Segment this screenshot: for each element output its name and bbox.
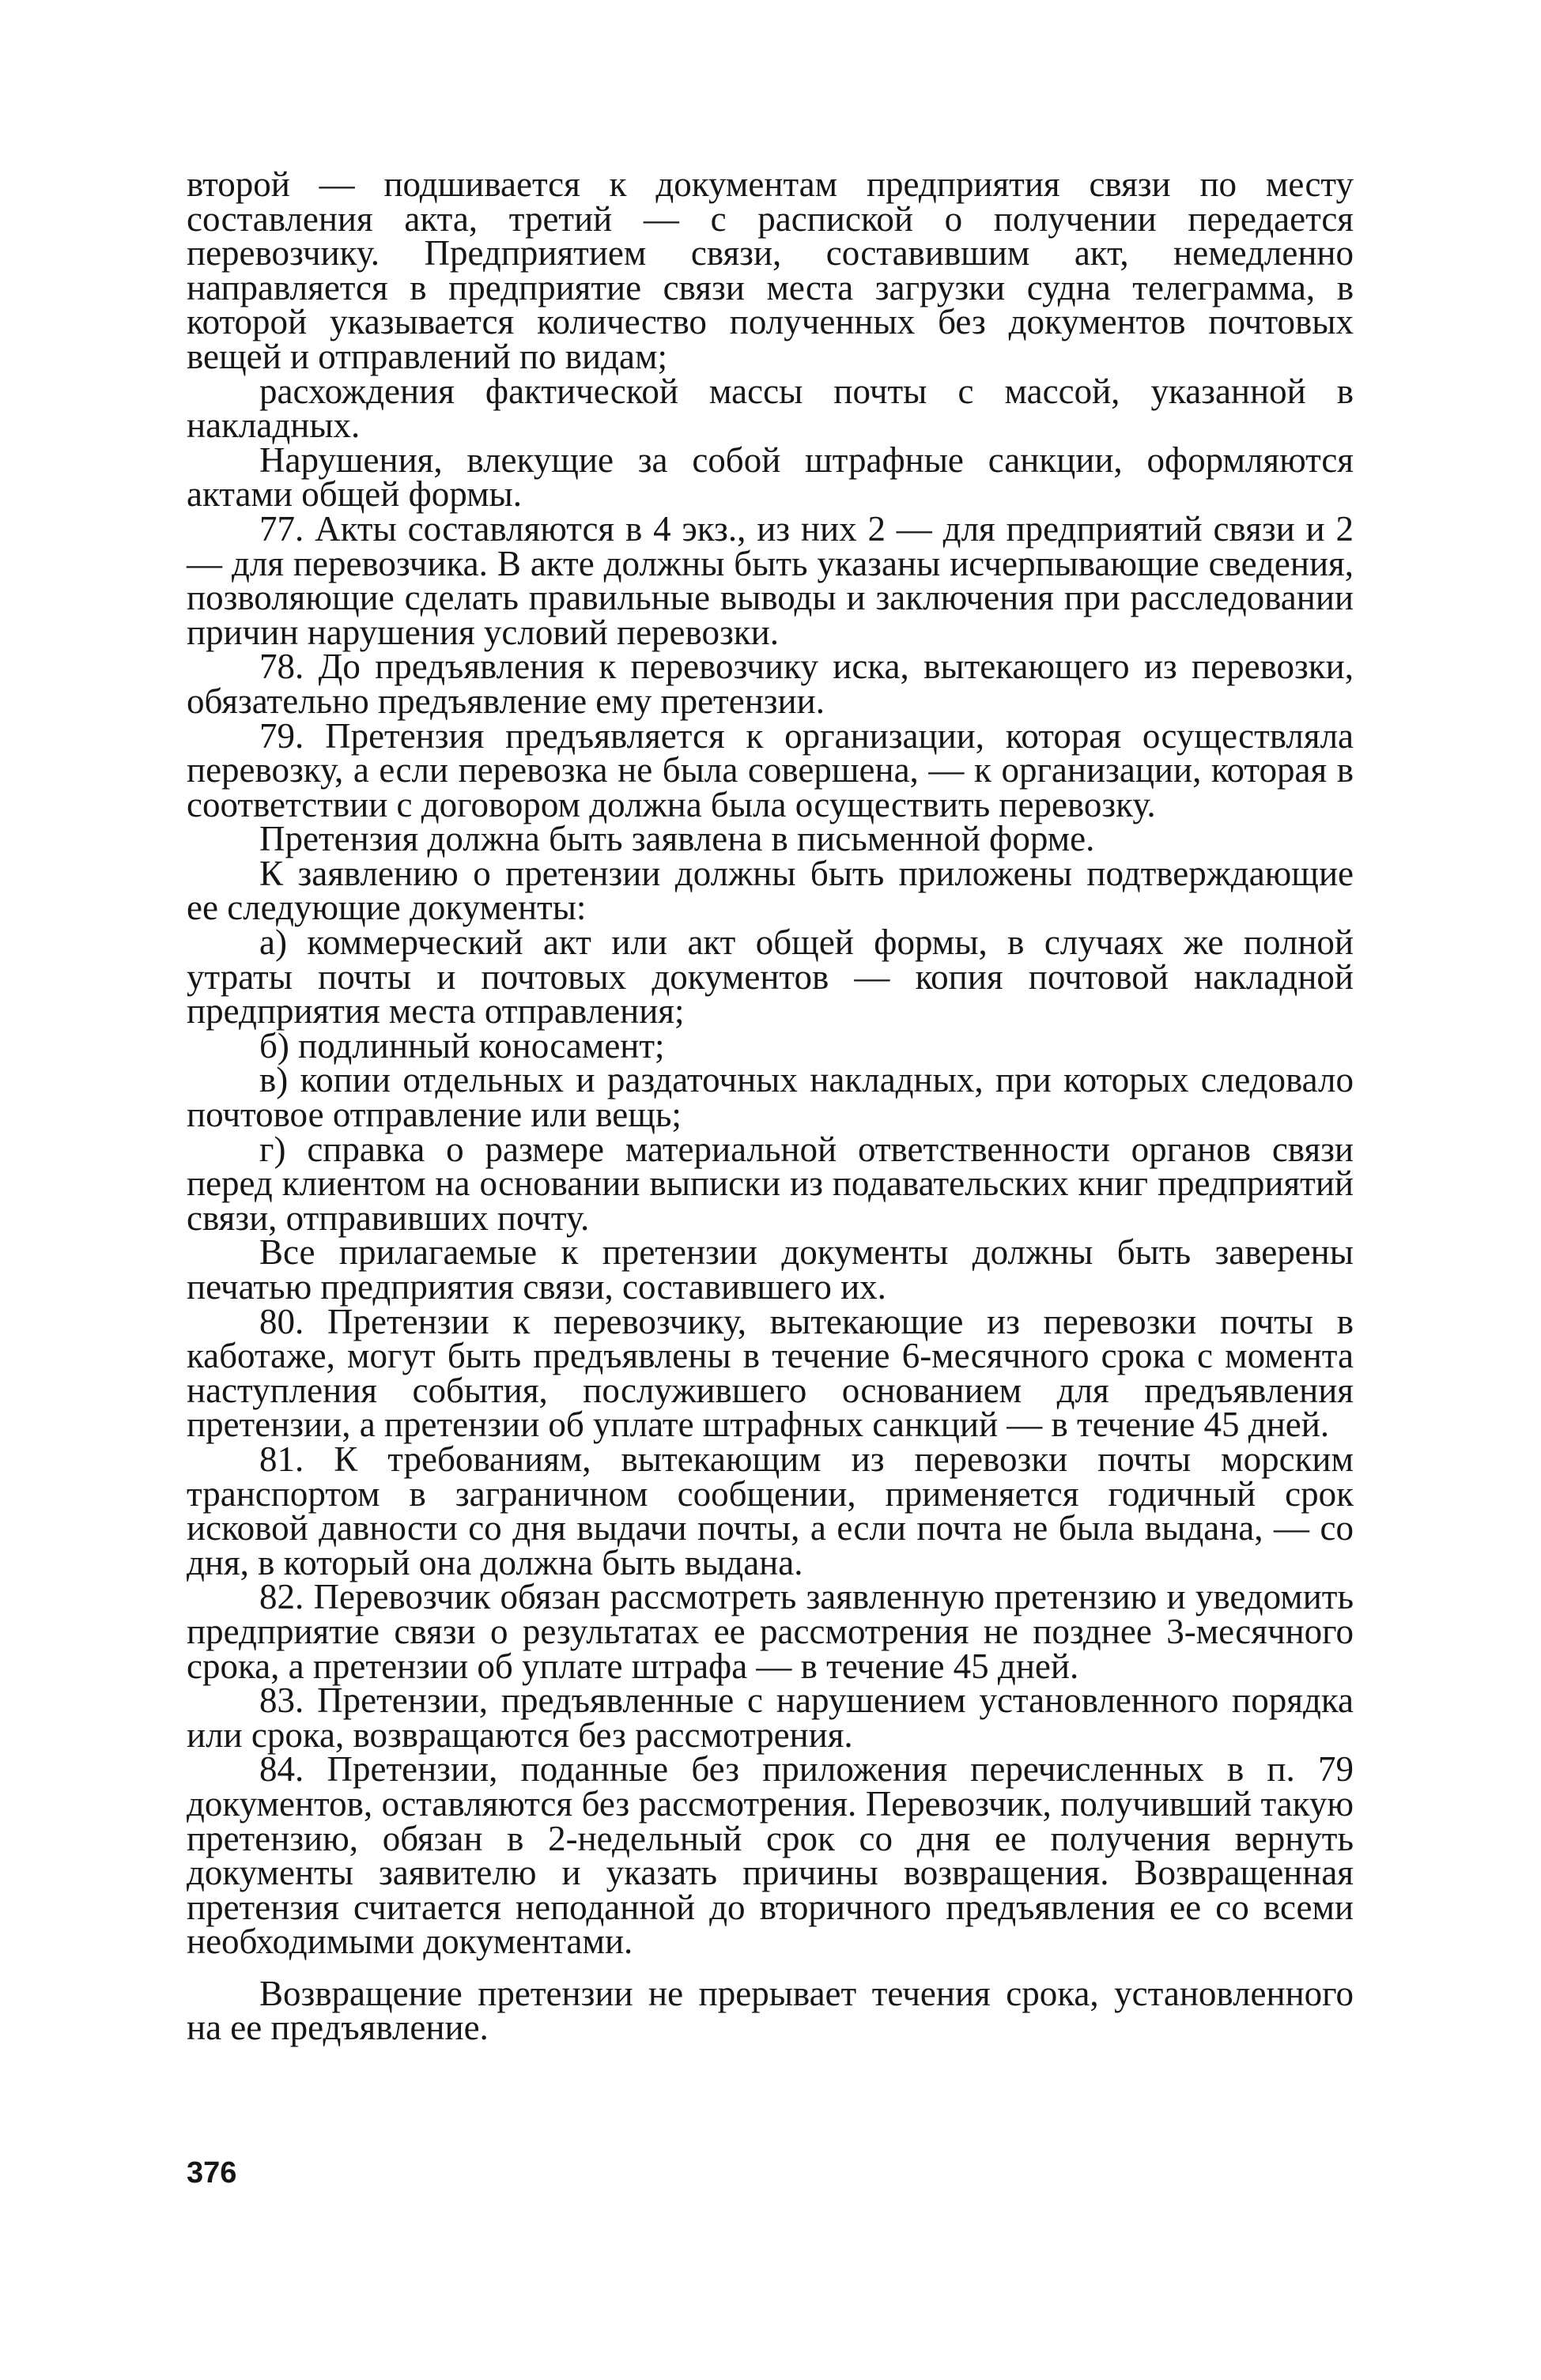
paragraph-written-form: Претензия должна быть заявлена в письменной форме. — [259, 819, 1095, 859]
list-item-v: в) копии отдельных и раздаточных накладных, при которых следовало почтовое отправление или вещь; — [187, 1060, 1354, 1135]
page-body — [187, 164, 1354, 2048]
paragraph-clause-84: 84. Претензии, поданные без приложения перечисленных в п. 79 документов, оставляются без рассмотрения. Перевозчик, получивший такую претензию, обязан в 2-недельный срок со дня ее получения вернуть документы заявителю и указать причины возвращения. Возвращенная претензия считается неподанной до вторичного предъявления ее со всеми необходимыми документами. — [187, 1749, 1354, 1962]
list-item-g: г) справка о размере материальной ответственности органов связи перед клиентом на основании выписки из подавательских книг предприятий связи, отправивших почту. — [187, 1129, 1354, 1238]
paragraph-clause-81: 81. К требованиям, вытекающим из перевозки почты морским транспортом в заграничном сообщении, применяется годичный срок исковой давности со дня выдачи почты, а если почта не была выдана, — со дня, в который она должна быть выдана. — [187, 1439, 1354, 1582]
list-item-a: а) коммерческий акт или акт общей формы, в случаях же полной утраты почты и почтовых документов — копия почтовой накладной предприятия места отправления; — [187, 922, 1354, 1032]
paragraph-penalty-acts: Нарушения, влекущие за собой штрафные санкции, оформляются актами общей формы. — [187, 439, 1354, 515]
paragraph-clause-82: 82. Перевозчик обязан рассмотреть заявленную претензию и уведомить предприятие связи о результатах ее рассмотрения не позднее 3-месячного срока, а претензии об уплате штрафа — в течение 45 дней. — [187, 1577, 1354, 1686]
list-item-b: б) подлинный коносамент; — [259, 1025, 665, 1066]
paragraph-clause-80: 80. Претензии к перевозчику, вытекающие из перевозки почты в каботаже, могут быть предъявлены в течение 6-месячного срока с момента наступления события, послужившего основанием для предъявления претензии, а претензии об уплате штрафных санкций — в течение 45 дней. — [187, 1301, 1354, 1445]
page-number: 376 — [187, 2156, 237, 2190]
paragraph-attached-documents: К заявлению о претензии должны быть приложены подтверждающие ее следующие документы: — [187, 853, 1354, 928]
paragraph-clause-77: 77. Акты составляются в 4 экз., из них 2 — для предприятий связи и 2 — для перевозчика. В акте должны быть указаны исчерпывающие сведения, позволяющие сделать правильные выводы и заключения при расследовании причин нарушения условий перевозки. — [187, 508, 1354, 652]
paragraph-clause-78: 78. До предъявления к перевозчику иска, вытекающего из перевозки, обязательно предъявление ему претензии. — [187, 647, 1354, 721]
paragraph-clause-83: 83. Претензии, предъявленные с нарушением установленного порядка или срока, возвращаются без рассмотрения. — [187, 1680, 1354, 1755]
paragraph-clause-79: 79. Претензия предъявляется к организации, которая осуществляла перевозку, а если перевозка не была совершена, — к организации, которая в соответствии с договором должна была осуществить перевозку. — [187, 715, 1354, 824]
paragraph-mass-discrepancy: расхождения фактической массы почты с массой, указанной в накладных. — [187, 371, 1354, 446]
paragraph-continuation: второй — подшивается к документам предприятия связи по месту составления акта, третий — с распиской о получении передается перевозчику. Предприятием связи, составившим акт, немедленно направляется в предприятие связи места загрузки судна телеграмма, в которой указывается количество полученных без документов почтовых вещей и отправлений по видам; — [187, 164, 1354, 376]
paragraph-term-not-interrupted: Возвращение претензии не прерывает течения срока, установленного на ее предъявление. — [187, 1973, 1354, 2048]
paragraph-certification: Все прилагаемые к претензии документы должны быть заверены печатью предприятия связи, составившего их. — [187, 1232, 1354, 1307]
